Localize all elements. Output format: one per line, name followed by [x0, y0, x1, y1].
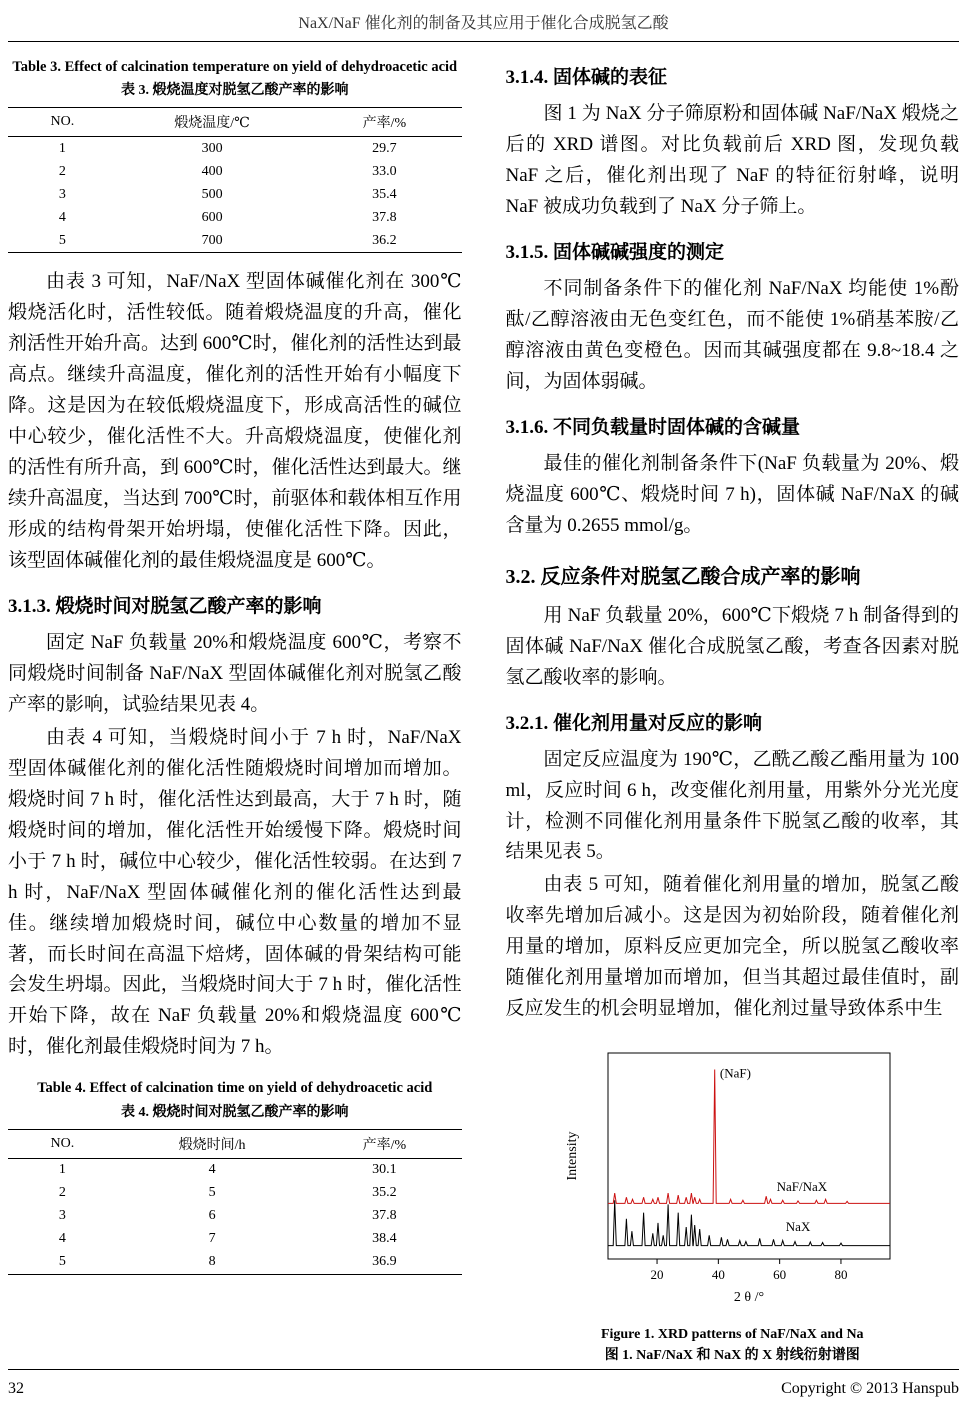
- table-row: [8, 1182, 462, 1205]
- running-head: [8, 6, 959, 42]
- paragraph: 用 NaF 负载量 20%，600℃下煅烧 7 h 制备得到的固体碱 NaF/NaX 催化合成脱氢乙酸，考查各因素对脱氢乙酸收率的影响。: [505, 604, 959, 688]
- table-header-cell: 产率/%: [362, 1137, 407, 1153]
- table-row: [8, 1205, 462, 1228]
- section-heading-3-1-3: 3.1.3. 煅烧时间对脱氢乙酸产率的影响: [8, 595, 322, 617]
- table-cell: 35.4: [372, 186, 397, 202]
- left-column: [8, 58, 462, 1366]
- table-cell: 30.1: [372, 1162, 397, 1177]
- x-axis-label: 2 θ /°: [734, 1290, 765, 1306]
- table-cell: 600: [201, 209, 223, 225]
- paragraph: 由表 3 可知，NaF/NaX 型固体碱催化剂在 300℃煅烧活化时，活性较低。随着煅烧温度的升高，催化剂活性开始升高。达到 600℃时，催化剂的活性达到最高点。继续升高温度，催化剂的活性开始有小幅度下降。这是因为在较低煅烧温度下，形成高活性的碱位中心较少，催化活性不大。升高煅烧温度，使催化剂的活性有所升高，到 600℃时，催化活性达到最大。继续升高温度，当达到 700℃时，前驱体和载体相互作用形成的结构骨架开始坍塌，使催化活性下降。因此，该型固体碱催化剂的最佳煅烧温度是 600℃。: [8, 271, 462, 571]
- table-cell: 300: [201, 140, 223, 156]
- x-tick-label: 20: [650, 1267, 664, 1283]
- table-row: [8, 160, 462, 183]
- two-column-body: [8, 58, 959, 1366]
- table-cell: 37.8: [372, 209, 397, 225]
- table-cell: 5: [208, 1185, 216, 1200]
- figure-1-caption: [506, 1324, 960, 1366]
- table-cell: 4: [58, 209, 66, 225]
- x-tick-label: 40: [712, 1267, 726, 1283]
- table-cell: 500: [201, 186, 223, 202]
- table-cell: 37.8: [372, 1208, 397, 1223]
- section-heading-3-1-6: 3.1.6. 不同负载量时固体碱的含碱量: [505, 416, 801, 438]
- plot-annotation: NaX: [786, 1219, 811, 1235]
- table-header-row: [8, 1129, 462, 1158]
- section-heading-3-1-5: 3.1.5. 固体碱碱强度的测定: [505, 241, 725, 263]
- figure-1-caption-zh: 图 1. NaF/NaX 和 NaX 的 X 射线衍射谱图: [604, 1348, 860, 1364]
- table-row: [8, 1251, 462, 1275]
- table-cell: 36.9: [372, 1254, 397, 1269]
- table-header-cell: 产率/%: [362, 116, 407, 132]
- plot-annotation: (NaF): [720, 1066, 752, 1082]
- page-number: 32: [8, 1380, 24, 1397]
- table4-block: [8, 1079, 462, 1274]
- y-axis-label: Intensity: [565, 1131, 581, 1181]
- table-cell: 7: [208, 1231, 216, 1246]
- table3-block: [8, 58, 462, 253]
- table4-title-zh: 表 4. 煅烧时间对脱氢乙酸产率的影响: [121, 1104, 349, 1120]
- table-cell: 33.0: [372, 163, 397, 179]
- table-cell: 1: [58, 1162, 66, 1177]
- table-row: [8, 137, 462, 161]
- xrd-trace-naf-nax: [608, 1070, 890, 1204]
- table3: [8, 107, 462, 253]
- table-cell: 1: [58, 140, 66, 156]
- right-column: [506, 58, 960, 1366]
- table-row: [8, 206, 462, 229]
- table-cell: 29.7: [372, 140, 397, 156]
- paragraph: 固定反应温度为 190℃，乙酰乙酸乙酯用量为 100 ml，反应时间 6 h，改变催化剂用量，用紫外分光光度计，检测不同催化剂用量条件下脱氢乙酸的收率，其结果见表 5。: [505, 748, 959, 863]
- table-row: [8, 1158, 462, 1182]
- table-row: [8, 1228, 462, 1251]
- table-cell: 2: [58, 163, 66, 179]
- paragraph: 固定 NaF 负载量 20%和煅烧温度 600℃，考察不同煅烧时间制备 NaF/NaX 型固体碱催化剂对脱氢乙酸产率的影响，试验结果见表 4。: [8, 631, 462, 715]
- table-cell: 2: [58, 1185, 66, 1200]
- copyright-notice: Copyright © 2013 Hanspub: [781, 1380, 959, 1397]
- x-tick-label: 80: [834, 1267, 848, 1283]
- table-cell: 35.2: [372, 1185, 397, 1200]
- table-cell: 38.4: [372, 1231, 397, 1246]
- table-cell: 8: [208, 1254, 216, 1269]
- table-cell: 3: [58, 186, 66, 202]
- section-heading-3-2: 3.2. 反应条件对脱氢乙酸合成产率的影响: [505, 565, 861, 588]
- table-row: [8, 229, 462, 253]
- xrd-plot: [562, 1043, 902, 1313]
- table3-title-zh: 表 3. 煅烧温度对脱氢乙酸产率的影响: [121, 83, 349, 99]
- x-tick-label: 60: [773, 1267, 787, 1283]
- figure-1-caption-en: Figure 1. XRD patterns of NaF/NaX and Na: [600, 1327, 864, 1343]
- paragraph: 图 1 为 NaX 分子筛原粉和固体碱 NaF/NaX 煅烧之后的 XRD 谱图。对比负载前后 XRD 图，发现负载 NaF 之后，催化剂出现了 NaF 的特征衍射峰，说明 NaF 被成功负载到了 NaX 分子筛上。: [505, 103, 959, 217]
- table3-title-en: Table 3. Effect of calcination temperature on yield of dehydroacetic acid: [12, 59, 458, 75]
- table-cell: 4: [58, 1231, 66, 1246]
- table-cell: 3: [58, 1208, 66, 1223]
- running-head-title: NaX/NaF 催化剂的制备及其应用于催化合成脱氢乙酸: [298, 15, 669, 32]
- paragraph: 由表 5 可知，随着催化剂用量的增加，脱氢乙酸收率先增加后减小。这是因为初始阶段，随着催化剂用量的增加，原料反应更加完全，所以脱氢乙酸收率随催化剂用量增加而增加，但当其超过最佳值时，副反应发生的机会明显增加，催化剂过量导致体系中生: [505, 874, 959, 1020]
- table-header-row: [8, 108, 462, 137]
- figure-1-xrd-chart: [506, 1043, 960, 1366]
- table-header-cell: NO.: [50, 1135, 75, 1151]
- xrd-trace-nax: [608, 1201, 890, 1246]
- table4: [8, 1129, 462, 1275]
- paragraph: 由表 4 可知，当煅烧时间小于 7 h 时，NaF/NaX 型固体碱催化剂的催化活性随煅烧时间增加而增加。煅烧时间 7 h 时，催化活性达到最高，大于 7 h 时，随煅烧时间的增加，催化活性开始缓慢下降。煅烧时间小于 7 h 时，碱位中心较少，催化活性较弱。在达到 7 h 时，NaF/NaX 型固体碱催化剂的催化活性达到最佳。继续增加煅烧时间，碱位中心数量的增加不显著，而长时间在高温下焙烤，固体碱的骨架结构可能会发生坍塌。因此，当煅烧时间大于 7 h 时，催化活性开始下降，故在 NaF 负载量 20%和煅烧温度 600℃时，催化剂最佳煅烧时间为 7 h。: [8, 726, 462, 1058]
- section-heading-3-1-4: 3.1.4. 固体碱的表征: [505, 67, 668, 88]
- table-cell: 4: [208, 1162, 216, 1177]
- plot-annotation: NaF/NaX: [776, 1179, 828, 1195]
- paragraph: 最佳的催化剂制备条件下(NaF 负载量为 20%、煅烧温度 600℃、煅烧时间 7 h)，固体碱 NaF/NaX 的碱含量为 0.2655 mmol/g。: [505, 452, 959, 536]
- table-cell: 36.2: [372, 232, 397, 248]
- table-cell: 5: [58, 232, 66, 248]
- table-header-cell: 煅烧温度/℃: [174, 116, 250, 132]
- table-row: [8, 183, 462, 206]
- table-cell: 700: [201, 232, 223, 248]
- table-cell: 6: [208, 1208, 216, 1223]
- table-header-cell: 煅烧时间/h: [178, 1137, 246, 1153]
- paragraph: 不同制备条件下的催化剂 NaF/NaX 均能使 1%酚酞/乙醇溶液由无色变红色，而不能使 1%硝基苯胺/乙醇溶液由黄色变橙色。因而其碱强度都在 9.8~18.4 之间，为固体弱碱。: [505, 277, 959, 392]
- table-cell: 400: [201, 163, 223, 179]
- page-footer: [8, 1369, 959, 1414]
- section-heading-3-2-1: 3.2.1. 催化剂用量对反应的影响: [505, 712, 763, 734]
- plot-frame: [608, 1053, 890, 1259]
- table-header-cell: NO.: [50, 114, 75, 130]
- table4-title-en: Table 4. Effect of calcination time on yield of dehydroacetic acid: [37, 1080, 433, 1097]
- table-cell: 5: [58, 1254, 66, 1269]
